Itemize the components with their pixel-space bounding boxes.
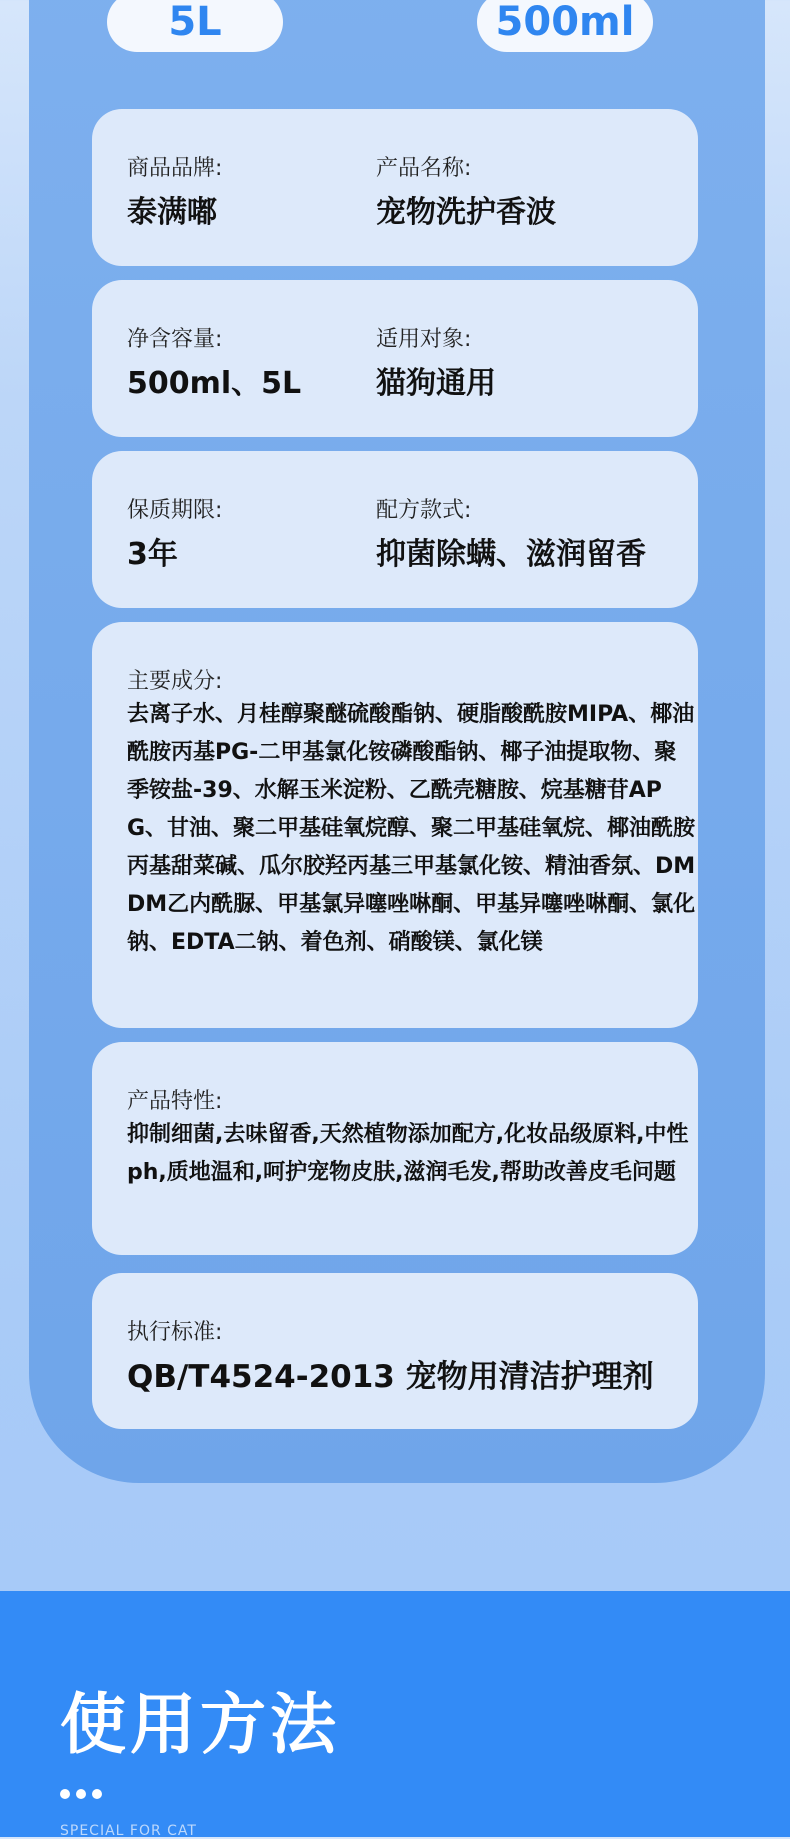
features-label: 产品特性: [127,1089,223,1114]
product-name-label: 产品名称: [376,156,472,181]
spec-card-brand-name [92,109,698,266]
target-value: 猫狗通用 [376,366,496,401]
dot-icon [60,1789,70,1799]
spec-card-features [92,1042,698,1255]
dots-decoration [60,1789,102,1799]
spec-card-shelf-formula [92,451,698,608]
usage-section [0,1591,790,1837]
brand-value: 泰满嘟 [127,195,217,230]
shelf-life-label: 保质期限: [127,498,223,523]
standard-value: QB/T4524-2013 宠物用清洁护理剂 [127,1359,654,1395]
shelf-life-value: 3年 [127,537,178,572]
volume-badge-5l: 5L [107,0,283,52]
volume-value: 500ml、5L [127,366,302,401]
formula-value: 抑菌除螨、滋润留香 [376,537,646,572]
standard-label: 执行标准: [127,1320,223,1345]
product-name-value: 宠物洗护香波 [376,195,556,230]
spec-card-ingredients [92,622,698,1028]
spec-card-volume-target [92,280,698,437]
dot-icon [76,1789,86,1799]
features-text: 抑制细菌,去味留香,天然植物添加配方,化妆品级原料,中性ph,质地温和,呵护宠物皮肤,滋润毛发,帮助改善皮毛问题 [127,1122,689,1185]
formula-label: 配方款式: [376,498,472,523]
dot-icon [92,1789,102,1799]
usage-subtitle: SPECIAL FOR CAT [60,1823,197,1839]
brand-label: 商品品牌: [127,156,223,181]
spec-card-standard [92,1273,698,1429]
ingredients-text: 去离子水、月桂醇聚醚硫酸酯钠、硬脂酸酰胺MIPA、椰油酰胺丙基PG-二甲基氯化铵磷酸酯钠、椰子油提取物、聚季铵盐-39、水解玉米淀粉、乙酰壳糖胺、烷基糖苷APG、甘油、聚二甲基硅氧烷醇、聚二甲基硅氧烷、椰油酰胺丙基甜菜碱、瓜尔胶羟丙基三甲基氯化铵、精油香氛、DMDM乙内酰脲、甲基氯异噻唑啉酮、甲基异噻唑啉酮、氯化钠、EDTA二钠、着色剂、硝酸镁、氯化镁 [127,702,696,955]
usage-title: 使用方法 [60,1686,340,1763]
volume-label: 净含容量: [127,327,223,352]
target-label: 适用对象: [376,327,472,352]
volume-badge-500ml: 500ml [477,0,653,52]
ingredients-label: 主要成分: [127,669,223,694]
